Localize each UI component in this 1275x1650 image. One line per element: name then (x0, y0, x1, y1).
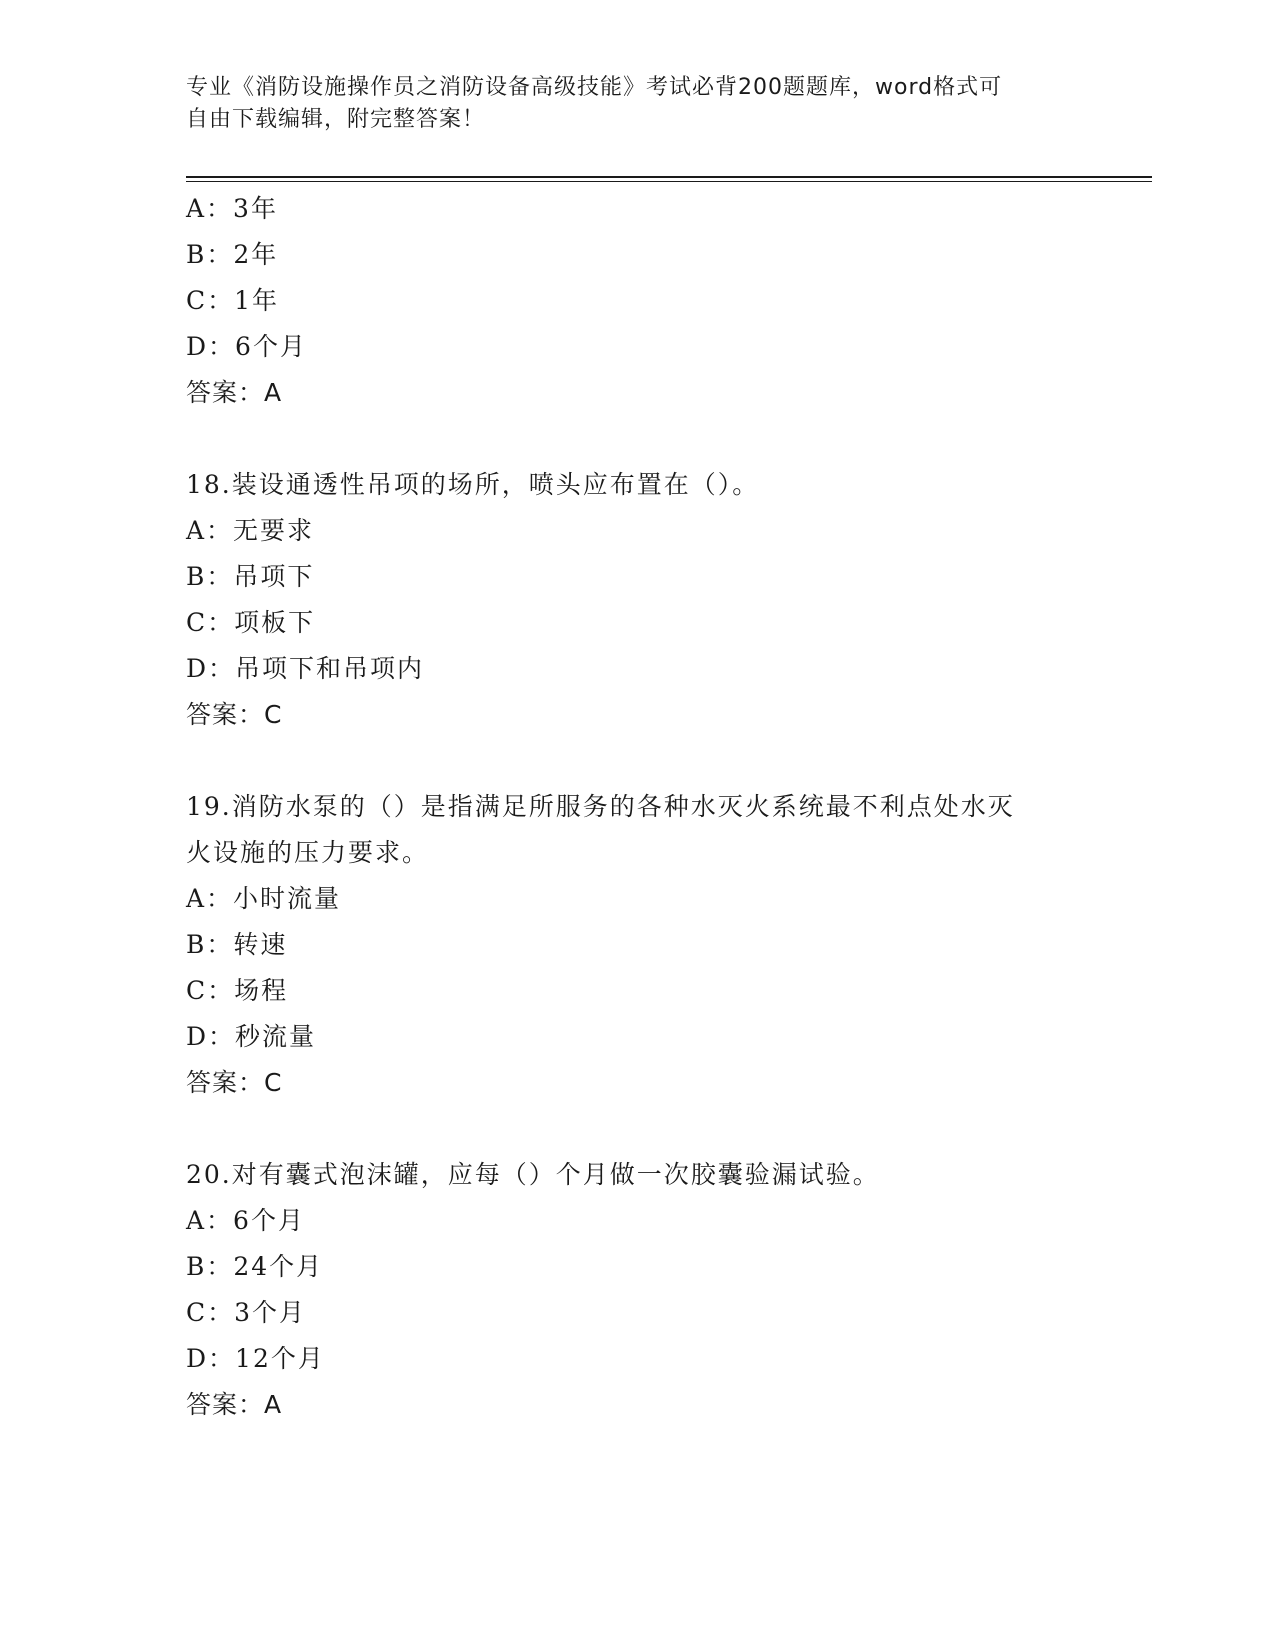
header-line-1: 专业《消防设施操作员之消防设备高级技能》考试必背200题题库，word格式可 (186, 75, 1003, 100)
spacer (186, 738, 1086, 784)
header-divider-thin (186, 181, 1152, 182)
question-stem: 20.对有囊式泡沫罐，应每（）个月做一次胶囊验漏试验。 (186, 1160, 880, 1189)
question-stem-line-1: 19.消防水泵的（）是指满足所服务的各种水灭火系统最不利点处水灭 (186, 792, 1015, 821)
option-c: C：3个月 (186, 1298, 307, 1327)
answer-line: 答案：C (186, 1068, 283, 1097)
option-d: D：6个月 (186, 332, 307, 361)
header-line-2: 自由下载编辑，附完整答案！ (186, 107, 486, 132)
option-a: A：6个月 (186, 1206, 305, 1235)
option-b: B：转速 (186, 930, 288, 959)
option-b: B：2年 (186, 240, 279, 269)
option-c: C：1年 (186, 286, 280, 315)
option-b: B：24个月 (186, 1252, 324, 1281)
question-20 (186, 1152, 1086, 1428)
question-17 (186, 186, 1086, 416)
option-a: A：3年 (186, 194, 278, 223)
spacer (186, 416, 1086, 462)
option-a: A：无要求 (186, 516, 315, 545)
option-c: C：场程 (186, 976, 289, 1005)
option-d: D：秒流量 (186, 1022, 317, 1051)
option-a: A：小时流量 (186, 884, 342, 913)
answer-line: 答案：C (186, 700, 283, 729)
answer-line: 答案：A (186, 378, 283, 407)
spacer (186, 1106, 1086, 1152)
question-list (186, 186, 1086, 1428)
option-d: D：12个月 (186, 1344, 325, 1373)
option-d: D：吊项下和吊项内 (186, 654, 425, 683)
question-stem: 18.装设通透性吊项的场所，喷头应布置在（）。 (186, 470, 760, 499)
option-b: B：吊项下 (186, 562, 315, 591)
question-19 (186, 784, 1086, 1106)
option-c: C：项板下 (186, 608, 316, 637)
question-stem-line-2: 火设施的压力要求。 (186, 838, 430, 867)
question-18 (186, 462, 1086, 738)
header-divider-thick (186, 176, 1152, 178)
document-header (186, 72, 1066, 136)
answer-line: 答案：A (186, 1390, 283, 1419)
